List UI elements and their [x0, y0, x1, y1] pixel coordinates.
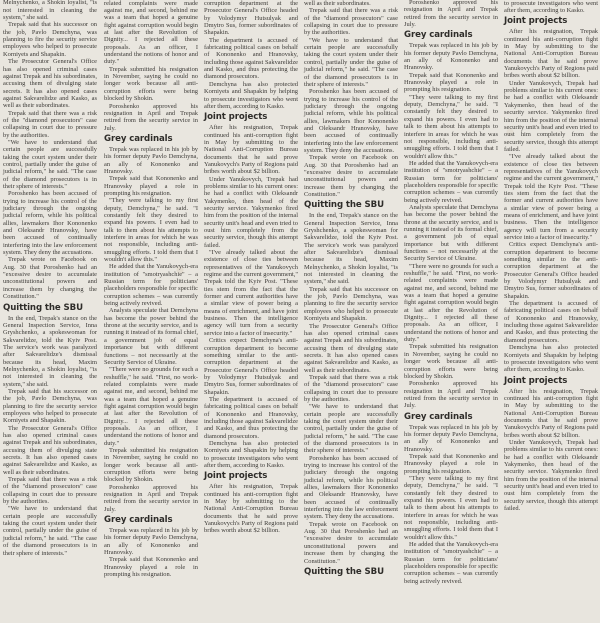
section-heading: Grey cardinals: [404, 30, 473, 41]
article-paragraph: Poroshenko has been accused of trying to increase his control of the judiciary through the ongoing judicial reform, while his political allies, lawmakers Ihor Kononenko and Oleksandr Hranovsky, have been accused of continually interfering into the law enforcement system. They deny the accusations.: [304, 454, 398, 521]
section-heading: Joint projects: [504, 375, 568, 386]
section-heading: Grey cardinals: [104, 515, 173, 526]
article-paragraph: Trepak was replaced in his job by his former deputy Pavlo Demchyna, an ally of Kononenko and Hranovsky.: [404, 423, 498, 453]
article-paragraph: Trepak said that Kononenko and Hranovsky played a role in prompting his resignation.: [404, 452, 498, 475]
article-paragraph: The Prosecutor General's Office has also opened criminal cases against Trepak and his subordinates, accusing them of divulging state secrets. It has also opened cases against Sakvarelidze and Kasko, as well as their subordinates.: [304, 322, 398, 374]
section-heading: Grey cardinals: [404, 411, 473, 422]
article-paragraph: Trepak said that there was a risk of the "diamond prosecutors" case collapsing in court due to pressure by the authorities.: [3, 109, 97, 139]
article-paragraph: After his resignation, Trepak continued his anti-corruption fight in May by submitting to the National Anti-Corruption Bureau documents that he said prove Yanukovych's Party of Regions paid bribes worth about $2 billion.: [504, 387, 598, 439]
article-paragraph: related complaints were made against me, and second, behind me was a team that hoped a genuine fight against corruption would begin at last after the Revolution of Dignity... I rejected all these proposals. As an officer, I understand the notions of honor and duty.": [104, 0, 198, 66]
article-paragraph: "There were no grounds for such a reshuffle," he said. "First, no work-related complaints were made against me, and second, behind me was a team that hoped a genuine fight against corruption would begin at last after the Revolution of Dignity... I rejected all these proposals. As an officer, I understand the notions of honor and duty.": [104, 366, 198, 447]
article-paragraph: Under Yanukovych, Trepak had problems similar to his current ones: he had a conflict with Oleksandr Yakymenko, then head of the security service. Yakymenko fired him from the position of the internal security unit's head and even tried to oust him completely from the security service, though this attempt failed.: [504, 438, 598, 513]
newspaper-column: [304, 0, 398, 623]
article-paragraph: Trepak submitted his resignation in November, saying he could no longer work because all anti-corruption efforts were being blocked by Shokin.: [404, 343, 498, 380]
section-heading: Joint projects: [204, 112, 268, 123]
article-paragraph: After his resignation, Trepak continued his anti-corruption fight in May by submitting to the National Anti-Corruption Bureau documents that he said prove Yanukovych's Party of Regions paid bribes worth about $2 billion.: [504, 28, 598, 80]
article-paragraph: Trepak said that there was a risk of the "diamond prosecutors" case collapsing in court due to pressure by the authorities.: [3, 476, 97, 506]
article-paragraph: Poroshenko approved his resignation in April and Trepak retired from the security service in July.: [404, 0, 498, 29]
newspaper-column: [504, 0, 598, 527]
article-paragraph: After his resignation, Trepak continued his anti-corruption fight in May by submitting to the National Anti-Corruption Bureau documents that he said prove Yanukovych's Party of Regions paid bribes worth about $2 billion.: [204, 483, 298, 535]
article-paragraph: Critics expect Demchyna's anti-corruption department to become something similar to the anti-corruption department at the Prosecutor General's Office headed by Volodymyr Hutsulyak and Dmytro Sus, former subordinates of Shapakin.: [504, 241, 598, 300]
article-paragraph: corruption department at the Prosecutor General's Office headed by Volodymyr Hutsulyak and Dmytro Sus, former subordinates of Shapakin.: [204, 0, 298, 37]
article-paragraph: In the end, Trepak's stance on the General Inspection Service, Inna Gryshchenko, a spokeswoman for Sakvarelidze, told the Kyiv Post. The service's work was paralyzed after Sakvarelidze's dismissal because its head, Maxim Melnychenko, a Shokin loyalist, "is not interested in cleaning the system," she said.: [3, 314, 97, 388]
newspaper-column: [3, 0, 97, 609]
newspaper-column: [204, 0, 298, 557]
article-paragraph: In the end, Trepak's stance on the General Inspection Service, Inna Gryshchenko, a spokeswoman for Sakvarelidze, told the Kyiv Post. The service's work was paralyzed after Sakvarelidze's dismissal because its head, Maxim Melnychenko, a Shokin loyalist, "is not interested in cleaning the system," she said.: [304, 212, 398, 286]
article-paragraph: The department is accused of fabricating political cases on behalf of Kononenko and Hranovsky, including those against Sakvarelidze and Kasko, and thus protecting the diamond prosecutors.: [204, 395, 298, 440]
section-heading: Quitting the SBU: [3, 302, 83, 313]
article-paragraph: "We have to understand that certain people are successfully taking the court system under their control, partially under the guise of judicial reform," he said. "The case of the diamond prosecutors is in their sphere of interests.": [3, 138, 97, 190]
section-heading: Joint projects: [204, 471, 268, 482]
article-paragraph: Poroshenko approved his resignation in April and Trepak retired from the security service in July.: [404, 380, 498, 410]
article-paragraph: "We have to understand that certain people are successfully taking the court system under their control, partially under the guise of judicial reform," he said. "The case of the diamond prosecutors is in their sphere of interests.": [3, 505, 97, 557]
article-paragraph: Poroshenko approved his resignation in April and Trepak retired from the security service in July.: [104, 102, 198, 132]
article-paragraph: Under Yanukovych, Trepak had problems similar to his current ones: he had a conflict with Oleksandr Yakymenko, then head of the security service. Yakymenko fired him from the position of the internal security unit's head and even tried to oust him completely from the security service, though this attempt failed.: [204, 175, 298, 249]
article-paragraph: The Prosecutor General's Office has also opened criminal cases against Trepak and his subordinates, accusing them of divulging state secrets. It has also opened cases against Sakvarelidze and Kasko, as well as their subordinates.: [3, 424, 97, 476]
article-paragraph: Trepak said that his successor on the job, Pavlo Demchyna, was planning to fire the security service employees who helped to prosecute Korniyets and Shapakin.: [3, 387, 97, 425]
article-paragraph: to prosecute investigators who went after them, according to Kasko.: [504, 0, 598, 15]
article-paragraph: Analysts speculate that Demchyna has become the power behind the throne at the security service, and is running it instead of its formal chief, a government job of equal importance but with different functions – not necessarily at the Security Service of Ukraine.: [104, 307, 198, 366]
article-paragraph: He added that the Yanukovych-era institution of "smotryashchie" – a Russian term for politicians' placeholders responsible for specific corruption schemes – was currently being actively revived.: [104, 263, 198, 308]
article-paragraph: Analysts speculate that Demchyna has become the power behind the throne at the security service, and is running it instead of its formal chief, a government job of equal importance but with different functions – not necessarily at the Security Service of Ukraine.: [404, 203, 498, 263]
article-paragraph: Critics expect Demchyna's anti-corruption department to become something similar to the anti-corruption department at the Prosecutor General's Office headed by Volodymyr Hutsulyak and Dmytro Sus, former subordinates of Shapakin.: [204, 337, 298, 396]
article-paragraph: "They were talking to my first deputy, Demchyna," he said. "I constantly felt they desired to expand his powers. I even had to talk to them about his attempts to interfere in areas for which he was not responsible, including anti-smuggling efforts. I told them that I wouldn't allow this.": [404, 93, 498, 160]
article-paragraph: Trepak wrote on Facebook on Aug. 30 that Poroshenko had an "excessive desire to accumulate unconstitutional powers and increase them by changing the Constitution.": [3, 256, 97, 301]
article-paragraph: Poroshenko approved his resignation in April and Trepak retired from the security service in July.: [104, 483, 198, 513]
article-paragraph: Trepak was replaced in his job by his former deputy Pavlo Demchyna, an ally of Kononenko and Hranovsky.: [404, 42, 498, 72]
article-paragraph: Demchyna has also protected Korniyets and Shapakin by helping to prosecute investigators who went after them, according to Kasko.: [204, 439, 298, 469]
article-paragraph: After his resignation, Trepak continued his anti-corruption fight in May by submitting to the National Anti-Corruption Bureau documents that he said prove Yanukovych's Party of Regions paid bribes worth about $2 billion.: [204, 124, 298, 176]
article-paragraph: Trepak wrote on Facebook on Aug. 30 that Poroshenko had an "excessive desire to accumulate unconstitutional powers and increase them by changing the Constitution.": [304, 154, 398, 198]
article-paragraph: Trepak submitted his resignation in November, saying he could no longer work because all anti-corruption efforts were being blocked by Shokin.: [104, 446, 198, 484]
article-paragraph: Under Yanukovych, Trepak had problems similar to his current ones: he had a conflict with Oleksandr Yakymenko, then head of the security service. Yakymenko fired him from the position of the internal security unit's head and even tried to oust him completely from the security service, though this attempt failed.: [504, 79, 598, 153]
article-paragraph: Trepak submitted his resignation in November, saying he could no longer work because all anti-corruption efforts were being blocked by Shokin.: [104, 65, 198, 103]
article-paragraph: The Prosecutor General's Office has also opened criminal cases against Trepak and his subordinates, accusing them of divulging state secrets. It has also opened cases against Sakvarelidze and Kasko, as well as their subordinates.: [3, 58, 97, 110]
article-paragraph: Trepak was replaced in his job by his former deputy Pavlo Demchyna, an ally of Kononenko and Hranovsky.: [104, 527, 198, 557]
article-paragraph: Demchyna has also protected Korniyets and Shapakin by helping to prosecute investigators who went after them, according to Kasko.: [204, 80, 298, 110]
section-heading: Quitting the SBU: [304, 200, 384, 211]
article-paragraph: "We have to understand that certain people are successfully taking the court system under their control, partially under the guise of judicial reform," he said. "The case of the diamond prosecutors is in their sphere of interests.": [304, 36, 398, 88]
section-heading: Quitting the SBU: [304, 566, 384, 577]
article-paragraph: "I've already talked about the existence of close ties between representatives of the Yanukovych regime and the current government," Trepak told the Kyiv Post. "These ties stem from the fact that the former and current authorities have a similar view of power being a means of enrichment, and have joint business. Then the intelligence agency will turn from a security service into a factor of insecurity.": [504, 153, 598, 241]
section-heading: Grey cardinals: [104, 133, 173, 144]
article-paragraph: Trepak said that Kononenko and Hranovsky played a role in prompting his resignation.: [104, 556, 198, 579]
article-paragraph: "There were no grounds for such a reshuffle," he said. "First, no work-related complaints were made against me, and second, behind me was a team that hoped a genuine fight against corruption would begin at last after the Revolution of Dignity... I rejected all these proposals. As an officer, I understand the notions of honor and duty.": [404, 262, 498, 344]
article-paragraph: well as their subordinates.: [304, 0, 371, 8]
article-paragraph: Trepak wrote on Facebook on Aug. 30 that Poroshenko had an "excessive desire to accumulate unconstitutional powers and increase them by changing the Constitution.": [304, 520, 398, 565]
article-paragraph: Trepak said that his successor on the job, Pavlo Demchyna, was planning to fire the security service employees who helped to prosecute Korniyets and Shapakin.: [3, 21, 97, 58]
article-paragraph: "They were talking to my first deputy, Demchyna," he said. "I constantly felt they desired to expand his powers. I even had to talk to them about his attempts to interfere in areas for which he was not responsible, including anti-smuggling efforts. I told them that I wouldn't allow this.": [104, 197, 198, 264]
article-paragraph: He added that the Yanukovych-era institution of "smotryashchie" – a Russian term for politicians' placeholders responsible for specific corruption schemes – was currently being actively revived.: [404, 159, 498, 204]
article-paragraph: Trepak said that Kononenko and Hranovsky played a role in prompting his resignation.: [404, 71, 498, 94]
article-paragraph: "We have to understand that certain people are successfully taking the court system under their control, partially under the guise of judicial reform," he said. "The case of the diamond prosecutors is in their sphere of interests.": [304, 403, 398, 455]
article-paragraph: Poroshenko has been accused of trying to increase his control of the judiciary through the ongoing judicial reform, while his political allies, lawmakers Ihor Kononenko and Oleksandr Hranovsky, have been accused of continually interfering into the law enforcement system. They deny the accusations.: [304, 88, 398, 154]
article-paragraph: Trepak said that there was a risk of the "diamond prosecutors" case collapsing in court due to pressure by the authorities.: [304, 7, 398, 37]
article-paragraph: "They were talking to my first deputy, Demchyna," he said. "I constantly felt they desired to expand his powers. I even had to talk to them about his attempts to interfere in areas for which he was not responsible, including anti-smuggling efforts. I told them that I wouldn't allow this.": [404, 474, 498, 541]
article-paragraph: Trepak said that his successor on the job, Pavlo Demchyna, was planning to fire the security service employees who helped to prosecute Korniyets and Shapakin.: [304, 285, 398, 323]
article-paragraph: Melnychenko, a Shokin loyalist, "is not interested in cleaning the system," she said.: [3, 0, 97, 22]
article-paragraph: Trepak said that Kononenko and Hranovsky played a role in prompting his resignation.: [104, 175, 198, 197]
article-paragraph: He added that the Yanukovych-era institution of "smotryashchie" – a Russian term for politicians' placeholders responsible for specific corruption schemes – was currently being actively revived.: [404, 541, 498, 585]
section-heading: Joint projects: [504, 16, 568, 27]
newspaper-column: [404, 0, 498, 586]
article-paragraph: Trepak was replaced in his job by his former deputy Pavlo Demchyna, an ally of Kononenko and Hranovsky.: [104, 145, 198, 175]
article-paragraph: The department is accused of fabricating political cases on behalf of Kononenko and Hranovsky, including those against Sakvarelidze and Kasko, and thus protecting the diamond prosecutors.: [504, 300, 598, 344]
article-paragraph: Demchyna has also protected Korniyets and Shapakin by helping to prosecute investigators who went after them, according to Kasko.: [504, 344, 598, 374]
article-paragraph: "I've already talked about the existence of close ties between representatives of the Yanukovych regime and the current government," Trepak told the Kyiv Post. "These ties stem from the fact that the former and current authorities have a similar view of power being a means of enrichment, and have joint business. Then the intelligence agency will turn from a security service into a factor of insecurity.": [204, 249, 298, 337]
article-paragraph: Poroshenko has been accused of trying to increase his control of the judiciary through the ongoing judicial reform, while his political allies, lawmakers Ihor Kononenko and Oleksandr Hranovsky, have been accused of continually interfering into the law enforcement system. They deny the accusations.: [3, 190, 97, 257]
newspaper-column: [104, 0, 198, 593]
article-paragraph: Trepak said that there was a risk of the "diamond prosecutors" case collapsing in court due to pressure by the authorities.: [304, 373, 398, 403]
article-paragraph: The department is accused of fabricating political cases on behalf of Kononenko and Hranovsky, including those against Sakvarelidze and Kasko, and thus protecting the diamond prosecutors.: [204, 36, 298, 81]
